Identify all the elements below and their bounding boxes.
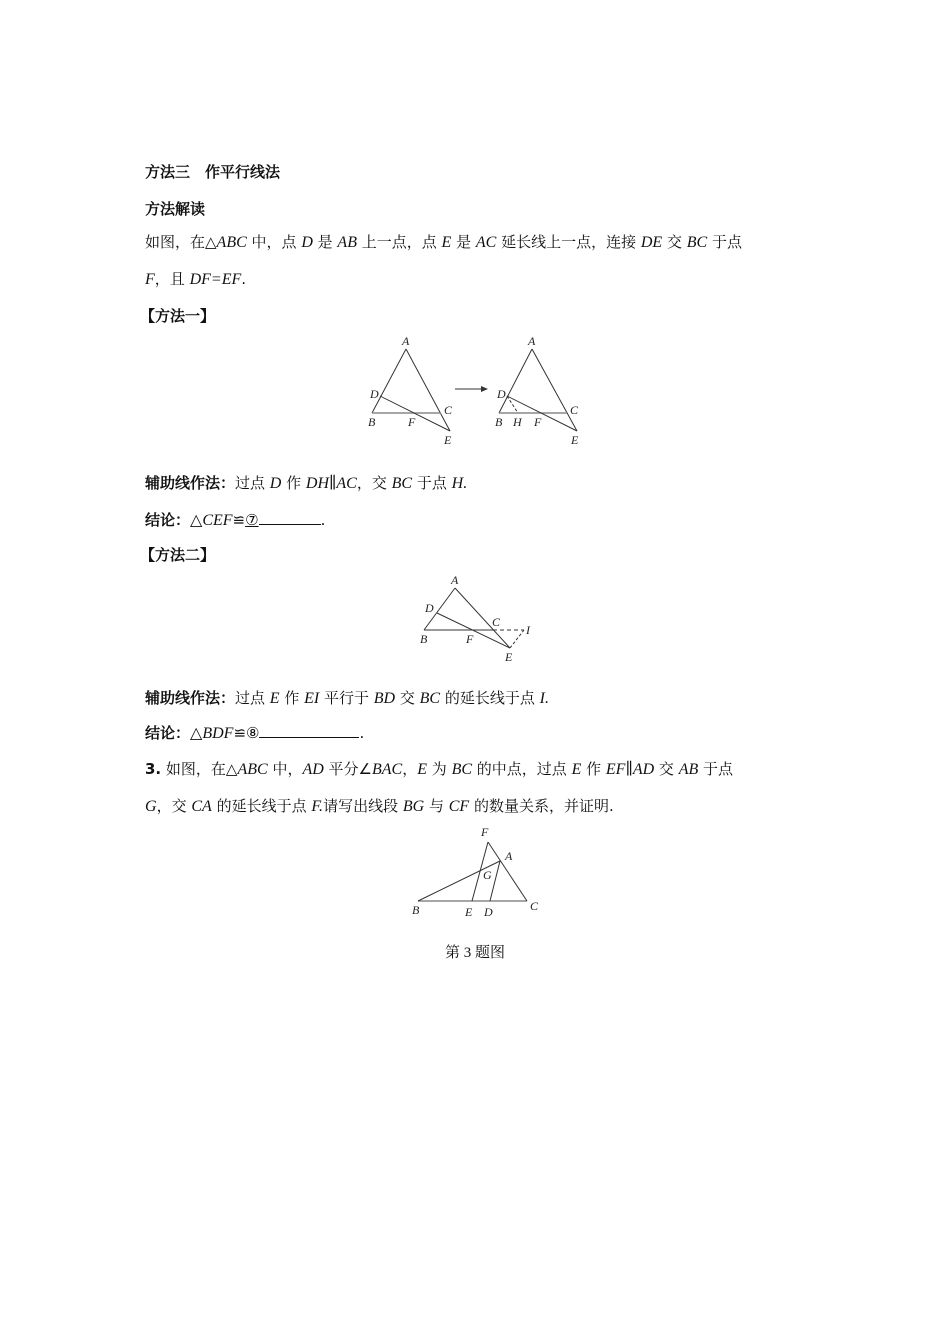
text: △: [190, 725, 203, 742]
text: ≌: [232, 511, 246, 529]
answer-number: ⑧: [246, 724, 260, 742]
label: F: [466, 632, 474, 646]
text: 交: [654, 760, 679, 778]
math: F: [145, 271, 155, 288]
text: 的延长线于点: [211, 797, 312, 815]
section-subtitle: 方法解读: [145, 200, 206, 218]
text: 于点: [412, 474, 452, 492]
label: 结论：: [145, 724, 191, 742]
text: ，交: [156, 797, 192, 815]
label: I: [526, 623, 530, 637]
label: E: [444, 433, 452, 447]
label: E: [571, 433, 579, 447]
math: CA: [191, 798, 212, 815]
text: ，: [402, 760, 418, 778]
label: C: [570, 403, 579, 417]
math: BAC: [372, 761, 403, 778]
math: E: [441, 234, 452, 251]
math: BC: [686, 234, 708, 251]
label: E: [465, 905, 473, 919]
answer-number: ⑦: [245, 511, 259, 529]
math: DH∥AC: [305, 475, 357, 492]
problem-number: 3.: [145, 760, 162, 778]
text: △: [190, 512, 203, 529]
math: EI: [304, 690, 320, 707]
text: ，且: [154, 270, 190, 288]
section-title: 方法三 作平行线法: [145, 163, 281, 181]
text: 作: [581, 760, 606, 778]
text: 上一点，点: [356, 233, 442, 251]
text: 为: [427, 760, 452, 778]
label: F: [408, 415, 416, 429]
label: A: [505, 849, 513, 863]
text: 过点: [235, 689, 270, 707]
text: 于点: [698, 760, 734, 778]
text: 的中点，过点: [472, 760, 572, 778]
label: A: [528, 334, 536, 348]
math: CEF: [202, 512, 233, 529]
label: D: [484, 905, 493, 919]
label: G: [483, 868, 492, 882]
text: ≌: [233, 724, 247, 742]
text: 的延长线于点: [440, 689, 540, 707]
math: EF∥AD: [605, 761, 655, 778]
math: E: [417, 761, 428, 778]
label: C: [530, 899, 539, 913]
label: 辅助线作法：: [145, 474, 236, 492]
text: .: [359, 724, 365, 742]
label: 辅助线作法：: [145, 689, 236, 707]
math: DF=EF: [189, 271, 242, 288]
label: C: [444, 403, 453, 417]
math: H.: [451, 475, 468, 492]
math: D: [301, 234, 313, 251]
text: .: [241, 270, 247, 288]
text: 作: [281, 474, 306, 492]
method2-heading: 【方法二】: [140, 546, 216, 564]
math: BG: [402, 798, 425, 815]
math: CF: [448, 798, 470, 815]
label: F: [481, 825, 489, 839]
text: 中，: [267, 760, 303, 778]
text: 中，点: [246, 233, 302, 251]
math: AB: [337, 234, 357, 251]
math: ABC: [216, 234, 247, 251]
label: D: [497, 387, 506, 401]
text: 延长线上一点，连接: [496, 233, 641, 251]
label: C: [492, 615, 501, 629]
math: E: [269, 690, 280, 707]
math: BD: [373, 690, 396, 707]
method1-heading: 【方法一】: [140, 307, 216, 325]
text: 的数量关系，并证明.: [469, 797, 614, 815]
text: 交: [662, 233, 687, 251]
text: 交: [395, 689, 420, 707]
text: ，交: [356, 474, 392, 492]
text: 平行于: [319, 689, 374, 707]
label: D: [370, 387, 379, 401]
label: A: [402, 334, 410, 348]
label: F: [534, 415, 542, 429]
math: G: [145, 798, 157, 815]
label: 结论：: [145, 511, 191, 529]
label: A: [451, 573, 459, 587]
math: ABC: [237, 761, 268, 778]
text: 如图，在△: [145, 233, 217, 251]
text: 是: [312, 233, 338, 251]
math: AC: [475, 234, 497, 251]
math: BDF: [202, 725, 234, 742]
text: 与: [424, 797, 449, 815]
figure-caption: 第 3 题图: [444, 945, 505, 961]
text: 于点: [707, 233, 742, 251]
label: B: [412, 903, 420, 917]
math: BC: [419, 690, 441, 707]
text: 作: [279, 689, 305, 707]
math: AB: [678, 761, 699, 778]
label: H: [513, 415, 522, 429]
math: BC: [391, 475, 413, 492]
label: E: [505, 650, 513, 664]
math: AD: [302, 761, 324, 778]
text: 平分∠: [323, 760, 372, 778]
label: B: [368, 415, 376, 429]
math: F.: [311, 798, 324, 815]
label: B: [495, 415, 503, 429]
math: DE: [640, 234, 663, 251]
label: B: [420, 632, 428, 646]
label: D: [425, 601, 434, 615]
text: 如图，在△: [161, 760, 238, 778]
math: BC: [451, 761, 473, 778]
text: 过点: [235, 474, 270, 492]
text: .: [320, 511, 326, 529]
text: 请写出线段: [323, 797, 403, 815]
text: 是: [451, 233, 476, 251]
math: E: [571, 761, 582, 778]
math: I.: [539, 690, 549, 707]
math: D: [269, 475, 282, 492]
